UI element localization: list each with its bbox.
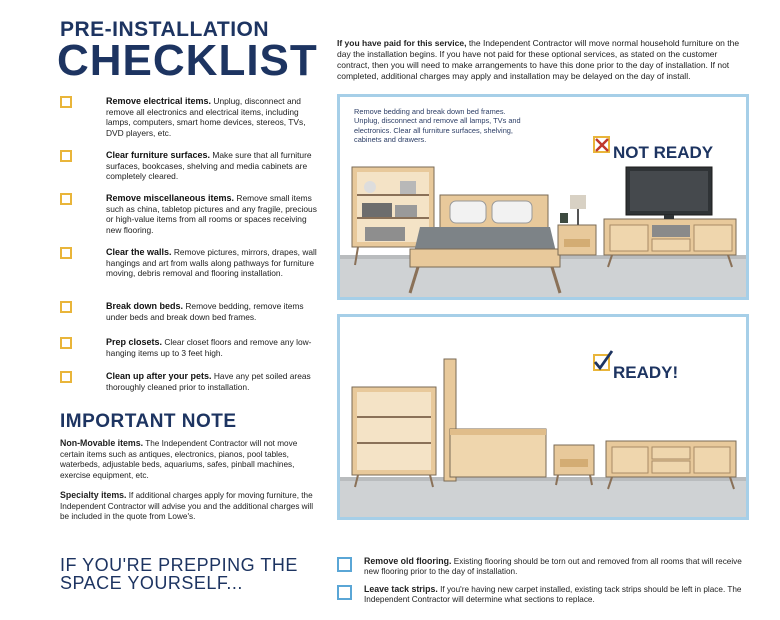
item-title: Remove old flooring. — [364, 556, 452, 566]
panel-note: Remove bedding and break down bed frames. Unplug, disconnect and remove all lamps, TVs and electronics. Clear all furniture surfaces, shelving, cabinets and drawers. — [354, 107, 521, 145]
note-title: Specialty items. — [60, 490, 127, 500]
self-prep-item — [337, 584, 747, 605]
note-non-movable — [60, 438, 315, 481]
not-ready-illustration — [337, 94, 749, 300]
checkbox[interactable] — [60, 193, 72, 205]
item-title: Clear the walls. — [106, 247, 172, 257]
item-title: Leave tack strips. — [364, 584, 438, 594]
item-title: Clear furniture surfaces. — [106, 150, 211, 160]
important-note-title: IMPORTANT NOTE — [60, 411, 237, 432]
note-body: The Independent Contractor will not move certain items such as antiques, electronics, pianos, pool tables, waterbeds, adjustable beds, aquariums, safes, pinball machines, exercise equipment, etc. — [60, 439, 298, 480]
self-prep-item — [337, 556, 747, 577]
checkbox[interactable] — [60, 247, 72, 259]
checkbox[interactable] — [337, 585, 352, 600]
checklist-item — [60, 371, 320, 392]
checklist-item — [60, 150, 320, 182]
intro-body: the Independent Contractor will move normal household furniture on the day the installation begins. If you have not paid for these optional services, as stated on the customer contract, then you will need to make arrangements to have this done prior to the day of installation. If not completed, additional charges may apply and installation may be delayed on the day of install. — [337, 38, 740, 81]
note-body: If additional charges apply for moving furniture, the Independent Contractor will advise you and the additional charges will be included in the quote from Lowe's. — [60, 491, 314, 522]
item-body: Remove bedding, remove items under beds and break down bed frames. — [106, 301, 304, 322]
item-title: Break down beds. — [106, 301, 184, 311]
title-small: PRE-INSTALLATION — [60, 18, 270, 41]
checkbox[interactable] — [60, 371, 72, 383]
checkbox[interactable] — [60, 301, 72, 313]
item-body: Unplug, disconnect and remove all electronics and electrical items, including lamps, computers, smart home devices, stereos, TVs, DVD players, etc. — [106, 96, 306, 138]
note-specialty — [60, 490, 315, 523]
item-body: Make sure that all furniture surfaces, bookcases, shelving and media cabinets are completely cleared. — [106, 150, 312, 182]
self-prep-title-line2: SPACE YOURSELF... — [60, 573, 243, 593]
checkbox[interactable] — [337, 557, 352, 572]
self-prep-title-line1: IF YOU'RE PREPPING THE — [60, 555, 298, 575]
item-title: Remove miscellaneous items. — [106, 193, 235, 203]
note-title: Non-Movable items. — [60, 438, 144, 448]
intro-paragraph — [337, 38, 745, 82]
item-body: Clear closet floors and remove any low-hanging items up to 3 feet high. — [106, 337, 312, 358]
not-ready-label: NOT READY — [613, 143, 714, 162]
intro-lead: If you have paid for this service, — [337, 38, 467, 48]
ready-illustration — [337, 314, 749, 520]
item-body: Have any pet soiled areas thoroughly cleaned prior to installation. — [106, 371, 311, 392]
checkbox[interactable] — [60, 337, 72, 349]
checklist-item — [60, 337, 320, 358]
item-title: Clean up after your pets. — [106, 371, 212, 381]
checkbox[interactable] — [60, 96, 72, 108]
item-body: If you're having new carpet installed, existing tack strips should be left in place. The Independent Contractor will determine what sections to replace. — [364, 585, 742, 605]
self-prep-title — [60, 556, 298, 592]
checklist-item — [60, 301, 320, 322]
ready-room-drawing — [340, 317, 746, 517]
item-title: Prep closets. — [106, 337, 163, 347]
ready-label: READY! — [613, 363, 679, 382]
title-big: CHECKLIST — [57, 36, 318, 85]
checklist-item — [60, 247, 320, 279]
item-body: Remove pictures, mirrors, drapes, wall hangings and art from walls along pathways for furniture moving, debris removal and flooring installation. — [106, 247, 317, 279]
checklist-item — [60, 96, 320, 138]
item-body: Remove small items such as china, tabletop pictures and any fragile, precious or high-value items from all rooms or spaces receiving new flooring. — [106, 193, 317, 235]
item-body: Existing flooring should be torn out and removed from all rooms that will receive new flooring prior to the day of installation. — [364, 557, 742, 577]
checkbox[interactable] — [60, 150, 72, 162]
checklist-item — [60, 193, 320, 235]
item-title: Remove electrical items. — [106, 96, 212, 106]
